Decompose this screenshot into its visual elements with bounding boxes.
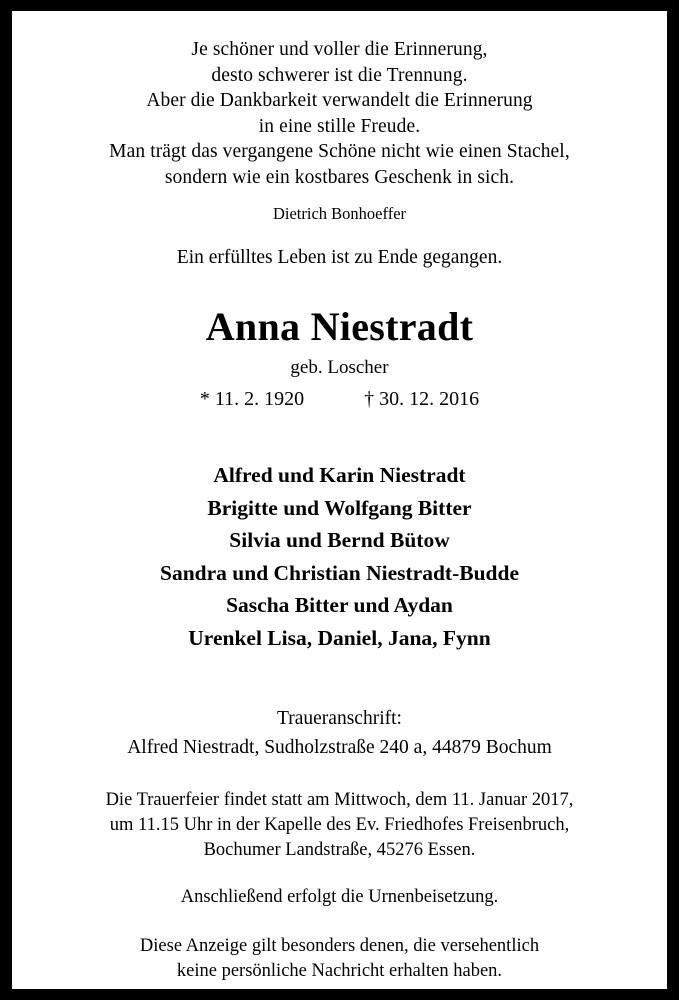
- service-line: Bochumer Landstraße, 45276 Essen.: [203, 840, 476, 860]
- service-line: Die Trauerfeier findet statt am Mittwoch, dem 11. Januar 2017,: [105, 790, 574, 810]
- poem-line: Aber die Dankbarkeit verwandelt die Erinnerung: [146, 90, 533, 111]
- list-item: Silvia und Bernd Bütow: [229, 528, 450, 552]
- death-date: † 30. 12. 2016: [364, 388, 480, 410]
- list-item: Sascha Bitter und Aydan: [226, 593, 453, 617]
- service-line: um 11.15 Uhr in der Kapelle des Ev. Friedhofes Freisenbruch,: [109, 815, 570, 835]
- obituary-card: [12, 11, 667, 989]
- poem-line: Je schöner und voller die Erinnerung,: [191, 39, 488, 60]
- list-item: Sandra und Christian Niestradt-Budde: [159, 560, 519, 585]
- mourners-list: [160, 459, 519, 654]
- address-value: Alfred Niestradt, Sudholzstraße 240 a, 44879 Bochum: [127, 737, 552, 758]
- intro-text: Ein erfülltes Leben ist zu Ende gegangen.: [176, 247, 503, 268]
- maiden-name: geb. Loscher: [290, 357, 389, 378]
- mourning-address: [127, 704, 552, 762]
- life-dates: [200, 387, 479, 411]
- address-label: Traueranschrift:: [277, 708, 402, 729]
- notice-line: keine persönliche Nachricht erhalten haben.: [176, 961, 503, 981]
- poem-line: sondern wie ein kostbares Geschenk in sich.: [164, 166, 515, 188]
- list-item: Alfred und Karin Niestradt: [213, 463, 466, 487]
- list-item: Brigitte und Wolfgang Bitter: [207, 495, 472, 520]
- birth-date: * 11. 2. 1920: [199, 388, 305, 410]
- poem-line: desto schwerer ist die Trennung.: [211, 64, 468, 86]
- list-item: Urenkel Lisa, Daniel, Jana, Fynn: [188, 625, 491, 650]
- poem-line: in eine stille Freude.: [258, 115, 421, 137]
- poem-block: [109, 37, 570, 190]
- deceased-name: Anna Niestradt: [205, 304, 474, 349]
- general-notice: [140, 934, 539, 984]
- notice-line: Diese Anzeige gilt besonders denen, die versehentlich: [139, 936, 540, 956]
- poem-author: Dietrich Bonhoeffer: [272, 204, 407, 223]
- funeral-service-info: [106, 788, 574, 863]
- poem-line: Man trägt das vergangene Schöne nicht wie einen Stachel,: [109, 141, 570, 162]
- after-service-note: Anschließend erfolgt die Urnenbeisetzung.: [180, 887, 499, 907]
